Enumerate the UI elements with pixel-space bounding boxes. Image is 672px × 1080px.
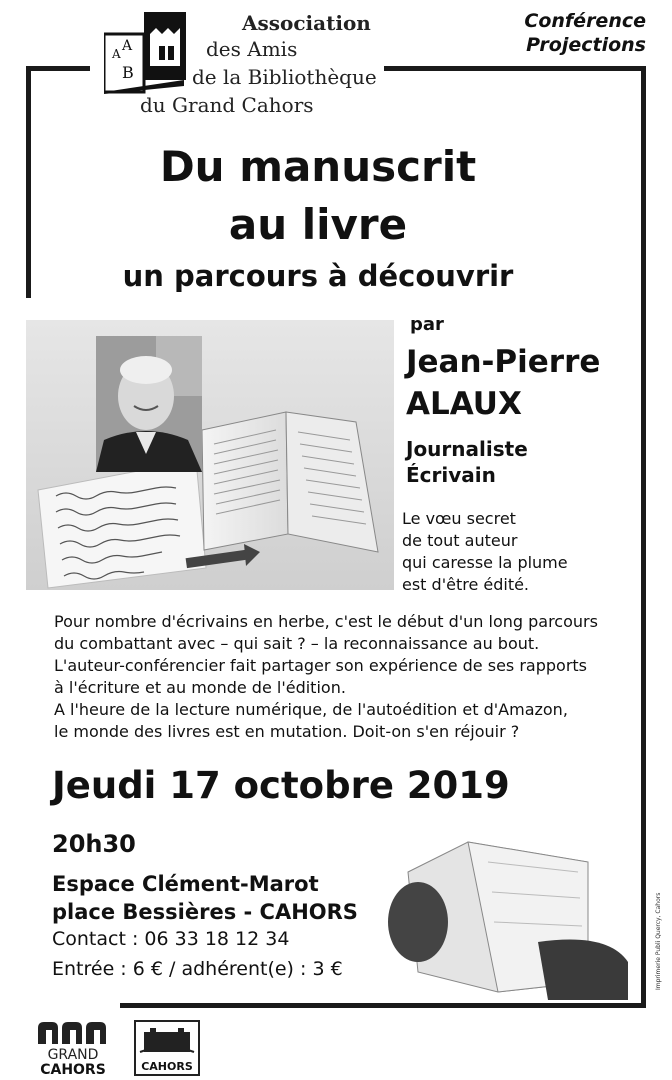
org-name-line-4: du Grand Cahors <box>140 93 314 117</box>
title-line-1: Du manuscrit <box>159 142 477 191</box>
title-line-2: au livre <box>228 200 408 249</box>
hands-holding-book-photo <box>388 832 632 1000</box>
description-line-6: le monde des livres est en mutation. Doit-on s'en réjouir ? <box>54 722 520 741</box>
quote-line-1: Le vœu secret <box>402 509 516 528</box>
org-name-line-1: Association <box>242 11 371 35</box>
event-type-line-2: Projections <box>526 34 646 56</box>
event-contact: Contact : 06 33 18 12 34 <box>52 928 290 950</box>
grand-cahors-logo <box>30 1020 116 1078</box>
frame-bottom <box>120 1003 646 1008</box>
aab-logo <box>104 6 190 94</box>
cahors-logo-text: CAHORS <box>141 1060 193 1073</box>
event-price: Entrée : 6 € / adhérent(e) : 3 € <box>52 958 343 980</box>
author-portrait <box>96 336 202 472</box>
org-name-line-3: de la Bibliothèque <box>192 65 377 89</box>
quote-line-4: est d'être édité. <box>402 575 530 594</box>
speaker-first-name: Jean-Pierre <box>406 344 601 380</box>
quote-line-2: de tout auteur <box>402 531 518 550</box>
speaker-last-name: ALAUX <box>406 386 522 422</box>
event-address: place Bessières - CAHORS <box>52 900 358 924</box>
description-line-3: L'auteur-conférencier fait partager son expérience de ses rapports <box>54 656 588 675</box>
event-type-line-1: Conférence <box>524 10 646 32</box>
quote-line-3: qui caresse la plume <box>402 553 568 572</box>
speaker-role-2: Écrivain <box>406 463 496 487</box>
description-line-5: A l'heure de la lecture numérique, de l'autoédition et d'Amazon, <box>54 700 568 719</box>
event-date: Jeudi 17 octobre 2019 <box>52 764 510 807</box>
frame-top-right <box>384 66 646 71</box>
cahors-city-logo <box>134 1020 200 1076</box>
frame-right <box>641 66 646 1008</box>
book-and-manuscript-photo <box>26 320 394 590</box>
org-name-line-2: des Amis <box>206 37 298 61</box>
svg-text:A: A <box>122 38 133 54</box>
svg-text:A: A <box>112 47 121 61</box>
description-line-4: à l'écriture et au monde de l'édition. <box>54 678 346 697</box>
event-time: 20h30 <box>52 830 136 858</box>
subtitle: un parcours à découvrir <box>122 259 514 293</box>
speaker-par: par <box>410 314 444 335</box>
grand-cahors-line-2: CAHORS <box>40 1062 106 1078</box>
printer-note: Imprimerie Publi Quercy, Cahors <box>655 892 662 990</box>
event-venue: Espace Clément-Marot <box>52 872 319 896</box>
description-line-2: du combattant avec – qui sait ? – la reconnaissance au bout. <box>54 634 540 653</box>
svg-text:B: B <box>122 63 134 82</box>
description-line-1: Pour nombre d'écrivains en herbe, c'est le début d'un long parcours <box>54 612 598 631</box>
speaker-role-1: Journaliste <box>406 437 528 461</box>
grand-cahors-line-1: GRAND <box>47 1047 99 1063</box>
frame-top-left <box>26 66 90 71</box>
